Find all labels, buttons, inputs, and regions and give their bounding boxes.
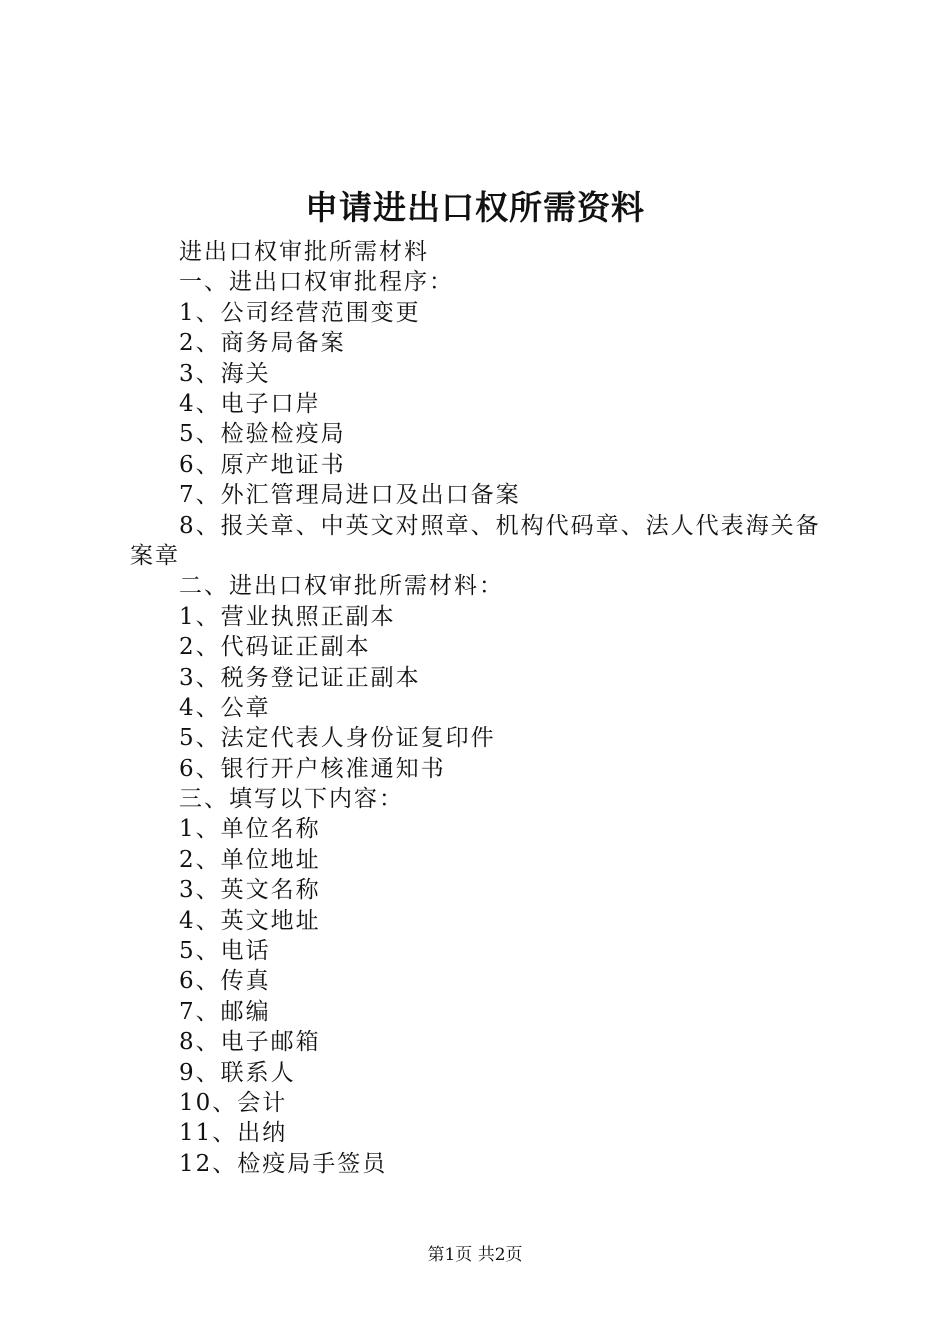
list-item: 6、银行开户核准通知书 xyxy=(179,755,446,782)
list-item: 7、邮编 xyxy=(179,998,271,1025)
list-item: 3、税务登记证正副本 xyxy=(179,664,421,691)
list-item: 1、单位名称 xyxy=(179,816,321,843)
section-heading-materials: 二、进出口权审批所需材料： xyxy=(179,573,504,600)
list-item: 1、公司经营范围变更 xyxy=(179,299,421,326)
list-item: 2、商务局备案 xyxy=(179,330,346,357)
list-item: 6、原产地证书 xyxy=(179,451,346,478)
list-item: 5、电话 xyxy=(179,938,271,965)
list-item: 6、传真 xyxy=(179,968,271,995)
list-item: 7、外汇管理局进口及出口备案 xyxy=(179,482,521,509)
list-item: 11、出纳 xyxy=(179,1120,288,1147)
document-body xyxy=(130,237,840,1179)
list-item: 4、电子口岸 xyxy=(179,390,321,417)
list-item: 2、单位地址 xyxy=(179,846,321,873)
list-item: 5、法定代表人身份证复印件 xyxy=(179,725,496,752)
section-heading-fill-in: 三、填写以下内容： xyxy=(179,786,404,813)
list-item: 12、检疫局手签员 xyxy=(179,1150,388,1177)
list-item: 2、代码证正副本 xyxy=(179,634,371,661)
list-item: 3、海关 xyxy=(179,360,271,387)
list-item: 9、联系人 xyxy=(179,1059,296,1086)
list-item: 8、报关章、中英文对照章、机构代码章、法人代表海关备案章 xyxy=(130,512,821,569)
list-item: 10、会计 xyxy=(179,1089,288,1116)
section-heading-procedure: 一、进出口权审批程序： xyxy=(179,269,454,296)
list-item: 3、英文名称 xyxy=(179,877,321,904)
list-item: 5、检验检疫局 xyxy=(179,421,346,448)
list-item: 8、电子邮箱 xyxy=(179,1029,321,1056)
page-footer: 第1页 共2页 xyxy=(427,1245,523,1265)
list-item: 4、公章 xyxy=(179,694,271,721)
subtitle: 进出口权审批所需材料 xyxy=(179,239,429,265)
page-title: 申请进出口权所需资料 xyxy=(305,188,645,227)
list-item: 1、营业执照正副本 xyxy=(179,603,396,630)
list-item: 4、英文地址 xyxy=(179,907,321,934)
